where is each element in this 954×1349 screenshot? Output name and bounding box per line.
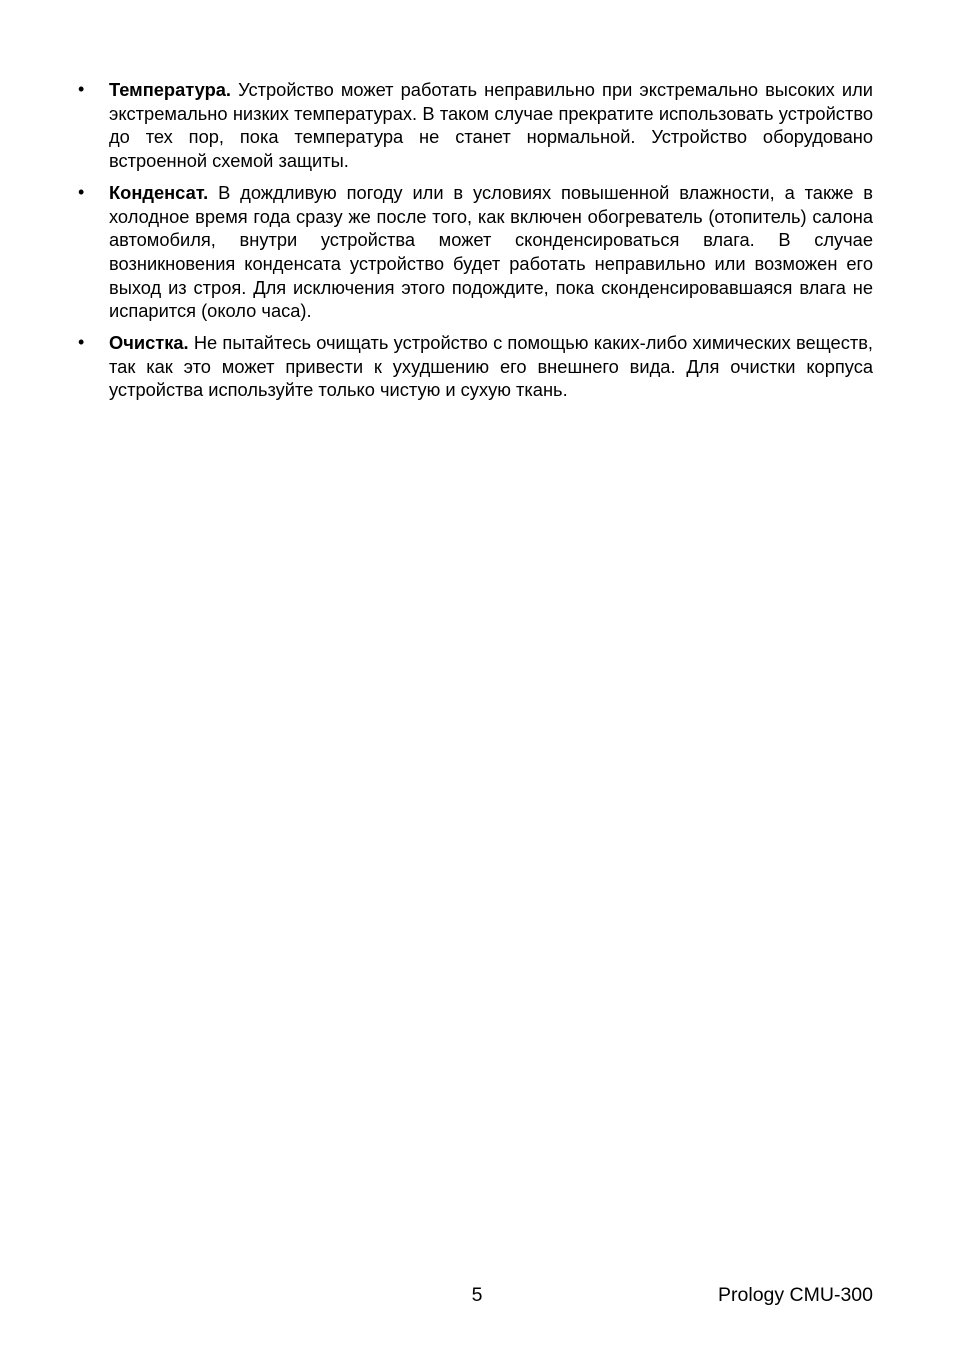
list-item-cleaning	[78, 331, 873, 402]
bullet-icon: •	[78, 332, 85, 353]
product-name: Prology CMU-300	[718, 1284, 873, 1306]
item-text: Устройство может работать неправильно при экстремально высоких или экстремально низких температурах. В таком случае прекратите использовать устройство до тех пор, пока температура не станет нормальной. Устройство оборудовано встроенной схемой защиты.	[109, 79, 873, 172]
item-title: Конденсат.	[109, 181, 209, 203]
item-text: В дождливую погоду или в условиях повышенной влажности, а также в холодное время года сразу же после того, как включен обогреватель (отопитель) салона автомобиля, внутри устройства может сконденсироваться влага. В случае возникновения конденсата устройство будет работать неправильно или возможен его выход из строя. Для исключения этого подождите, пока сконденсировавшаяся влага не испарится (около часа).	[109, 181, 873, 322]
list-item-temperature	[78, 78, 873, 173]
bullet-icon: •	[78, 79, 85, 99]
list-item-condensation	[78, 181, 873, 323]
bullet-list	[78, 78, 873, 410]
item-text: Не пытайтесь очищать устройство с помощью каких-либо химических веществ, так как это может привести к ухудшению его внешнего вида. Для очистки корпуса устройства используйте только чистую и сухую ткань.	[109, 332, 873, 401]
bullet-icon: •	[78, 181, 85, 202]
item-title: Температура.	[109, 79, 231, 100]
page-number: 5	[471, 1284, 483, 1306]
item-title: Очистка.	[109, 332, 189, 354]
